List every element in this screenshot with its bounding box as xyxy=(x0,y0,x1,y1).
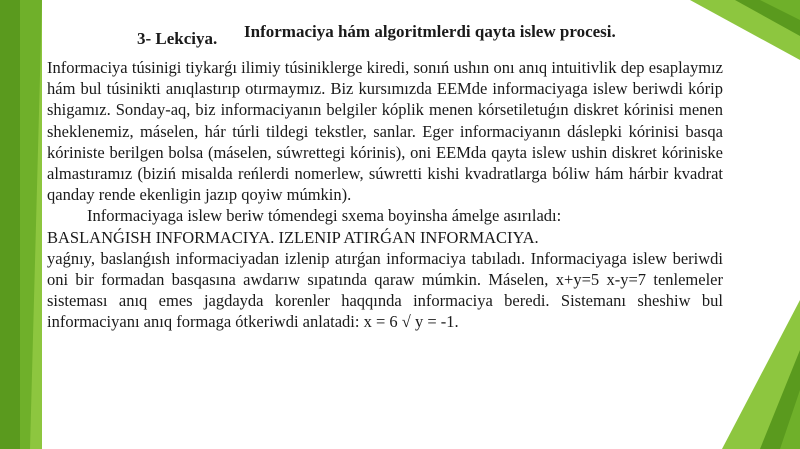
paragraph-scheme-intro: Informaciyaga islew beriw tómendegi sxema boyinsha ámelge asırıladı: xyxy=(87,206,562,226)
slide-body xyxy=(47,57,723,333)
slide-title: Informaciya hám algoritmlerdi qayta islew procesi. xyxy=(244,22,616,41)
left-accent-dark xyxy=(0,0,20,449)
paragraph-scheme: BASLANǴISH INFORMACIYA. IZLENIP ATIRǴAN INFORMACIYA. xyxy=(47,227,539,247)
paragraph-intro: Informaciya túsinigi tiykarǵı ilimiy túsiniklerge kiredi, sonıń ushın onı anıq intuitivlik dep esaplaymız hám bul túsinikti anıqlastırıp otırmaymız. Biz kursımızda EEMde informaciyaga islew beriwdi kórip shigamız. Sonday-aq, biz informaciyanın belgiler kóplik menen kórsetiletuǵın diskret kórinisi menen sheklenemiz, máselen, hár túrli tildegi tekstler, sanlar. Eger informaciyanın dáslepki kórinisi basqa kóriniste berilgen bolsa (máselen, súwrettegi kórinis), oni EEMda qayta islew ushin diskret kóriniske almastıramız (biziń misalda reńlerdi nomerlew, súwretti kishi kvadratlarga bóliw hám hárbir kvadrat qanday rende ekenligin jazıp qoyiw múmkin). xyxy=(47,58,723,205)
lecture-label: 3- Lekciya. xyxy=(137,29,218,48)
paragraph-explanation: yaǵnıy, baslanǵısh informaciyadan izlenip atırǵan informaciya tabıladı. Informaciyaga islew beriwdi oni bir formadan basqasına awdarıw sıpatında qaraw múmkin. Máselen, x+y=5 x-y=7 tenlemeler sisteması anıq emes jagdayda korenler haqqında informaciya beredi. Sistemanı sheshiw bul informaciyanı anıq formaga ótkeriwdi anlatadi: x = 6 √ y = -1. xyxy=(47,248,723,332)
